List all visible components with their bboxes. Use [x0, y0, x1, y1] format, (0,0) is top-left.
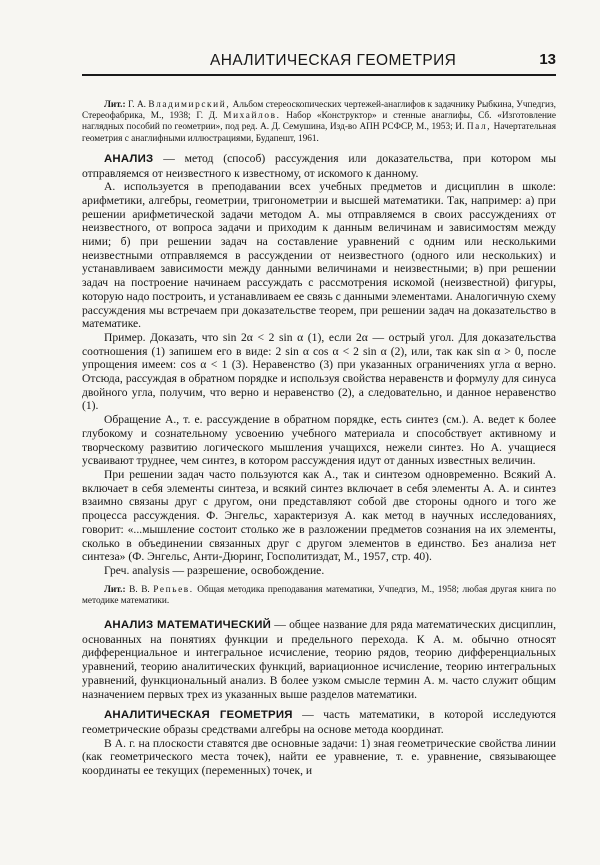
- entry-definition: — метод (способ) рассуждения или доказательства, при котором мы отправляемся от неизвестного к известному, от искомого к данному.: [82, 151, 556, 180]
- literature-block-1: [82, 100, 556, 145]
- entry-definition: — часть математики, в которой исследуются геометрические образы средствами алгебры на основе метода координат.: [82, 708, 557, 736]
- lit-author-initials: Г. А.: [127, 100, 146, 110]
- paragraph: Обращение А., т. е. рассуждение в обратном порядке, есть синтез (см.). А. ведет к более глубокому и сознательному усвоению учебного материала и способствует активному и творческому развитию логического мышления учащихся, нежели синтез. Но А. учащиеся усваивают труднее, чем синтез, в котором рассуждения идут от данных известных величин.: [82, 413, 556, 468]
- lit-ref-text: Альбом стереоскопических чертежей-анаглифов к задачнику Рыбкина, Учпедгиз, Стереофабрика, М., 1938;: [82, 100, 556, 122]
- paragraph: В А. г. на плоскости ставятся две основные задачи: 1) зная геометрические свойства линии (как геометрического места точек), найти ее уравнение, т. е. уравнение, связывающее координаты ее текущих (переменных) точек, и: [82, 736, 556, 778]
- entry-definition: — общее название для ряда математических дисциплин, основанных на понятиях функции и предельного перехода. К А. м. обычно относят дифференциальное и интегральное исчисление, теорию рядов, теорию дифференциальных уравнений, теорию аналитических функций, вариационное исчисление, теорию интегральных уравнений, функциональный анализ. В более узком смысле термин А. м. часто служит общим назначением первых трех из указанных выше разделов математики.: [82, 618, 556, 701]
- paragraph: Греч. analysis — разрешение, освобождение.: [104, 563, 325, 577]
- lit-ref-text: Общая методика преподавания математики, Учпедгиз, М., 1958; любая другая книга по методике математики.: [82, 584, 556, 606]
- lit-ref-text: Набор «Конструктор» и стенные анаглифы, Сб. «Изготовление наглядных пособий по геометрии», под ред. А. Д. Семушина, Изд-во АПН РСФСР, М., 1953;: [82, 111, 557, 133]
- lit-author-initials: Г. Д.: [196, 111, 218, 122]
- lit-author-name: Пал,: [466, 122, 492, 133]
- paragraph: А. используется в преподавании всех учебных предметов и дисциплин в школе: арифметики, алгебры, геометрии, тригонометрии и высшей математики. Так, например: а) при решении арифметической задачи методом А. мы отправляемся в своих рассуждениях от неизвестного, от вопроса задачи и приходим к данным величинам и зависимостям между ними; б) при решении задач на составление уравнений с одним или несколькими неизвестными отправляемся в рассуждении от неизвестного (одного или нескольких) и устанавливаем зависимости между данными величинами и неизвестными; в) при решении задач на построение начинаем рассуждать с рассмотрения искомой (неизвестной) фигуры, которую надо построить, и устанавливаем ее связь с данными элементами. Аналогичную схему рассуждения мы встречаем при доказательстве теорем, при решении задач на доказательство в математике.: [82, 180, 556, 331]
- lit-label: Лит.:: [104, 100, 126, 110]
- lit-label: Лит.:: [104, 584, 126, 595]
- lit-author-name: Владимирский,: [148, 100, 231, 110]
- lit-author-name: Репьев.: [153, 584, 194, 595]
- entry-term: АНАЛИЗ: [104, 152, 154, 165]
- entry-analiz-definition: [82, 152, 556, 180]
- running-header: [82, 44, 556, 76]
- lit-author-initials: И.: [455, 122, 465, 133]
- article-body: [82, 100, 556, 778]
- page-number: 13: [539, 51, 556, 68]
- paragraph: При решении задач часто пользуются как А., так и синтезом одновременно. Всякий А. включает в себя элементы синтеза, и всякий синтез включает в себя элементы А. А. и синтез взаимно связаны друг с другом, они представляют собой две стороны одного и того же процесса рассуждения. Ф. Энгельс, характеризуя А. как метод в научных исследованиях, говорит: «...мышление состоит столько же в разложении предметов сознания на их элементы, сколько в объединении связанных друг с другом элементов в единство. Без анализа нет синтеза» (Ф. Энгельс, Анти-Дюринг, Госполитиздат, М., 1957, стр. 40).: [82, 467, 556, 564]
- lit-author-initials: В. В.: [129, 584, 150, 595]
- literature-block-2: [82, 585, 556, 607]
- lit-ref-text: Начертательная геометрия с анаглифными иллюстрациями, Будапешт, 1961.: [82, 122, 556, 144]
- entry-analiticheskaya-geometriya: [82, 708, 556, 736]
- entry-term: АНАЛИТИЧЕСКАЯ ГЕОМЕТРИЯ: [104, 709, 293, 722]
- running-title: АНАЛИТИЧЕСКАЯ ГЕОМЕТРИЯ: [210, 52, 457, 69]
- lit-author-name: Михайлов.: [223, 111, 281, 122]
- paragraph: Пример. Доказать, что sin 2α < 2 sin α (1), если 2α — острый угол. Для доказательства соотношения (1) запишем его в виде: 2 sin α cos α < 2 sin α (2), или, так как sin α > 0, после упрощения имеем: cos α < 1 (3). Неравенство (3) при указанных ограничениях угла α верно. Отсюда, рассуждая в обратном порядке и используя свойства неравенств и формулу для синуса двойного угла, получим, что верно и неравенство (2), а следовательно, и данное неравенство (1).: [82, 330, 556, 413]
- entry-analiz-matematicheskiy: [82, 618, 556, 701]
- entry-term: АНАЛИЗ МАТЕМАТИЧЕСКИЙ: [104, 619, 271, 632]
